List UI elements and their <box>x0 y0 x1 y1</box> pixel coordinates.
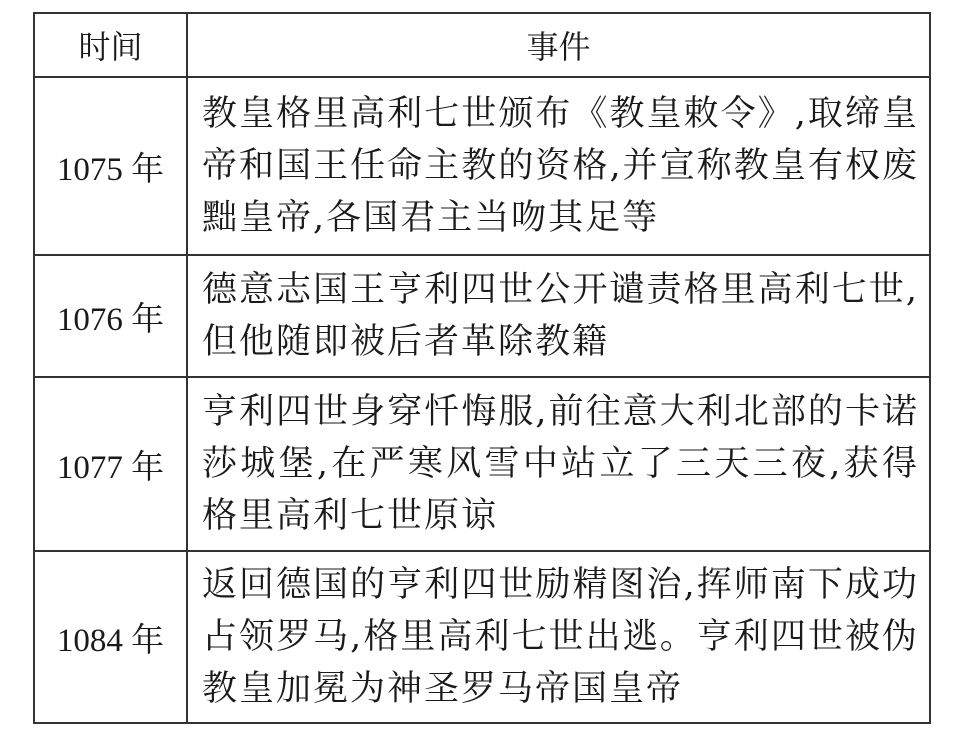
header-event: 事件 <box>187 13 930 77</box>
table-row <box>34 377 930 551</box>
event-cell: 返回德国的亨利四世励精图治,挥师南下成功占领罗马,格里高利七世出逃。亨利四世被伪教皇加冕为神圣罗马帝国皇帝 <box>187 551 930 723</box>
header-time: 时间 <box>34 13 187 77</box>
history-events-table <box>33 12 931 724</box>
time-cell: 1077 年 <box>34 377 187 551</box>
event-cell: 德意志国王亨利四世公开谴责格里高利七世,但他随即被后者革除教籍 <box>187 255 930 377</box>
event-cell: 教皇格里高利七世颁布《教皇敕令》,取缔皇帝和国王任命主教的资格,并宣称教皇有权废黜皇帝,各国君主当吻其足等 <box>187 77 930 255</box>
time-cell: 1084 年 <box>34 551 187 723</box>
table-row <box>34 551 930 723</box>
table-row <box>34 255 930 377</box>
time-cell: 1075 年 <box>34 77 187 255</box>
history-table-container <box>33 12 929 724</box>
event-cell: 亨利四世身穿忏悔服,前往意大利北部的卡诺莎城堡,在严寒风雪中站立了三天三夜,获得格里高利七世原谅 <box>187 377 930 551</box>
time-cell: 1076 年 <box>34 255 187 377</box>
table-header-row <box>34 13 930 77</box>
table-row <box>34 77 930 255</box>
